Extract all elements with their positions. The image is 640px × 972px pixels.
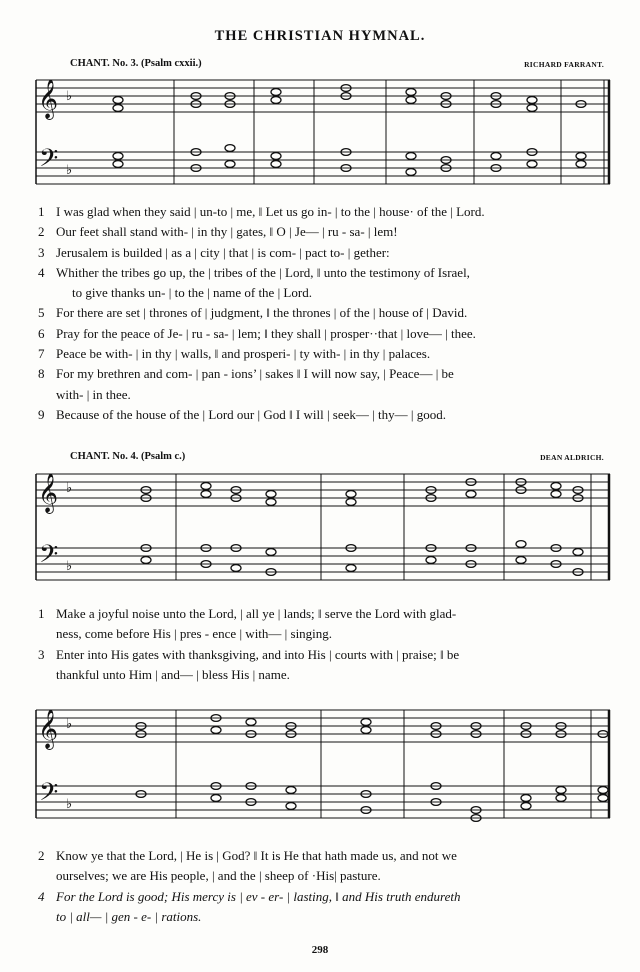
verse-continuation: ness, come before His | pres - ence | with— | singing. — [56, 626, 333, 642]
svg-text:𝄞: 𝄞 — [38, 79, 59, 119]
verse-line: 3 Enter into His gates with thanksgiving, and into His | courts with | praise; ‖ be — [38, 646, 460, 662]
verse-line: 7 Peace be with- | in thy | walls, ‖ and prosperi- | ty with- | in thy | palaces. — [38, 346, 431, 362]
svg-text:𝄢: 𝄢 — [39, 540, 59, 575]
chant-3-composer: RICHARD FARRANT. — [524, 60, 604, 69]
verse-line: 3 Jerusalem is builded | as a | city | that | is com- | pact to- | gether: — [38, 244, 390, 260]
chant-4-composer: DEAN ALDRICH. — [540, 453, 604, 462]
chant-4-verses-a — [38, 604, 618, 685]
svg-text:♭: ♭ — [66, 796, 73, 811]
verse-line: 1 I was glad when they said | un-to | me, ‖ Let us go in- | to the | house· of the | Lord. — [38, 204, 485, 219]
chant-4-score-1 — [26, 466, 616, 584]
svg-text:♭: ♭ — [66, 558, 73, 573]
verse-continuation: ourselves; we are His people, | and the | sheep of ·His| pasture. — [56, 868, 381, 884]
svg-text:♭: ♭ — [66, 480, 73, 495]
svg-text:𝄢: 𝄢 — [39, 144, 59, 179]
verse-line: 8 For my brethren and com- | pan - ions’ | sakes ‖ I will now say, | Peace— | be — [38, 366, 454, 382]
svg-text:𝄞: 𝄞 — [38, 709, 59, 749]
chant-3-label: CHANT. No. 3. (Psalm cxxii.) — [70, 58, 202, 69]
verse-line: 2 Our feet shall stand with- | in thy | gates, ‖ O | Je— | ru - sa- | lem! — [38, 224, 398, 240]
verse-line: 1 Make a joyful noise unto the Lord, | all ye | lands; ‖ serve the Lord with glad- — [38, 606, 457, 621]
verse-continuation: with- | in thee. — [56, 386, 131, 402]
chant-4-verses-b — [38, 846, 618, 927]
verse-continuation: to give thanks un- | to the | name of the | Lord. — [72, 285, 312, 301]
verse-continuation: thankful unto Him | and— | bless His | name. — [56, 666, 290, 682]
verse-continuation: to | all— | gen - e- | rations. — [56, 908, 202, 924]
chant-3-verses — [38, 202, 618, 425]
chant-4-score-2 — [26, 700, 616, 830]
svg-text:𝄢: 𝄢 — [39, 778, 59, 813]
verse-line: 9 Because of the house of the | Lord our | God ‖ I will | seek— | thy— | good. — [38, 406, 446, 422]
verse-line: 2 Know ye that the Lord, | He is | God? ‖ It is He that hath made us, and not we — [38, 848, 457, 863]
svg-text:♭: ♭ — [66, 162, 73, 177]
verse-line: 6 Pray for the peace of Je- | ru - sa- | lem; ‖ they shall | prosper··that | love— | thee. — [38, 325, 476, 341]
chant-4-label: CHANT. No. 4. (Psalm c.) — [70, 451, 186, 462]
svg-text:♭: ♭ — [66, 88, 73, 103]
svg-text:𝄞: 𝄞 — [38, 473, 59, 513]
svg-text:♭: ♭ — [66, 716, 73, 731]
chant-3-score — [26, 70, 616, 186]
verse-line: 4 Whither the tribes go up, the | tribes of the | Lord, ‖ unto the testimony of Israel, — [38, 264, 470, 280]
verse-line: 4 For the Lord is good; His mercy is | ev - er- | lasting, ‖ and His truth endureth — [38, 888, 461, 904]
page-title: THE CHRISTIAN HYMNAL. — [214, 28, 426, 44]
page-number: 298 — [311, 944, 329, 956]
verse-line: 5 For there are set | thrones of | judgment, ‖ the thrones | of the | house of | David. — [38, 305, 468, 321]
